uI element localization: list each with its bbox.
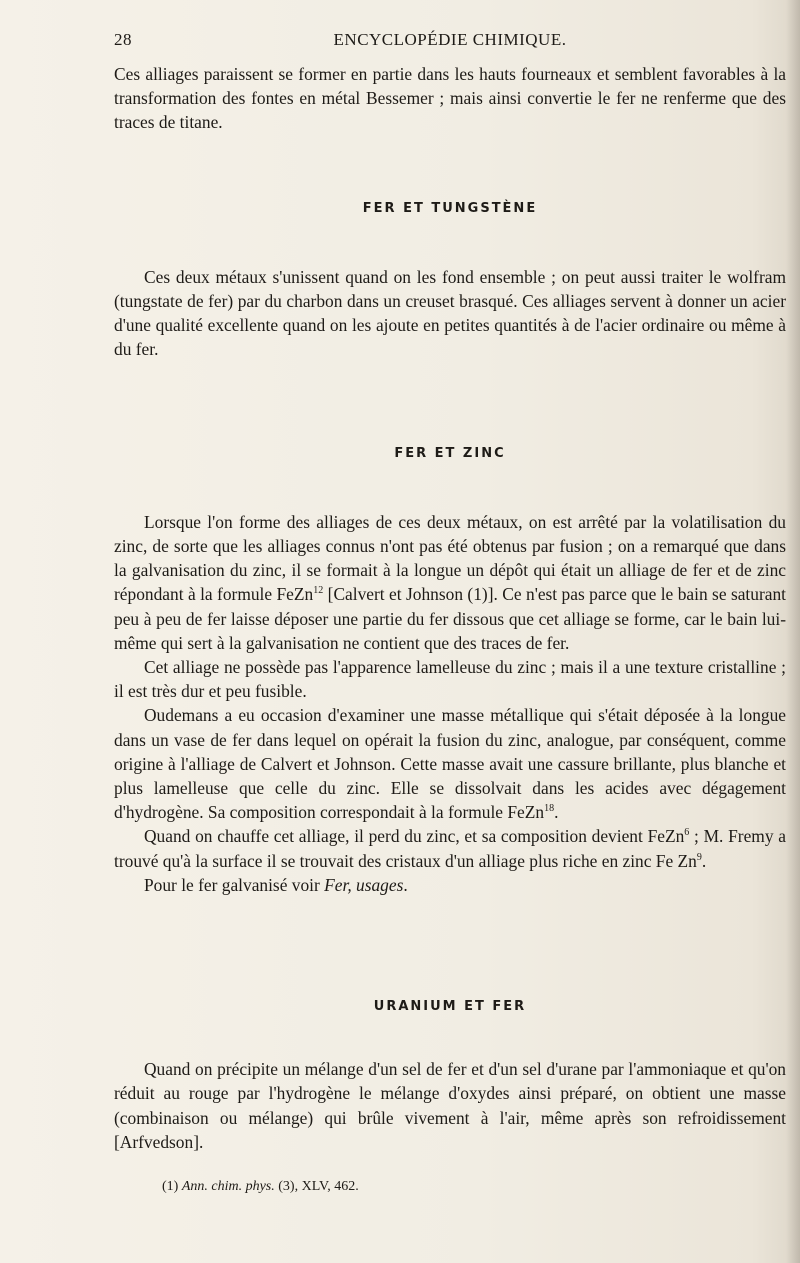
zinc-p3-text-b: . xyxy=(554,802,559,823)
page-edge-shadow xyxy=(786,0,800,1263)
zinc-paragraph-5 xyxy=(114,873,786,897)
footnote-journal: Ann. chim. phys. xyxy=(181,1179,275,1195)
uranium-paragraph: Quand on précipite un mélange d'un sel de fer et d'un sel d'urane par l'ammoniaque et qu'on réduit au rouge par l'hydrogène le mélange d'oxydes ainsi préparé, on obtient une masse (combinaison ou mélange) qui brûle vivement à l'air, même après son refroidissement [Arfvedson]. xyxy=(114,1059,786,1152)
zinc-paragraph-3 xyxy=(114,703,786,824)
zinc-p3-text-a: Oudemans a eu occasion d'examiner une masse métallique qui s'était déposée à la longue dans un vase de fer dans lequel on opérait la fusion du zinc, analogue, par conséquent, comme origine à l'alliage de Calvert et Johnson. Cette masse avait une cassure brillante, plus blanche et plus lamelleuse que celle du zinc. Elle se dissolvait dans les acides avec dégagement d'hydrogène. Sa composition correspondait à la formule FeZn xyxy=(114,705,786,823)
footnote xyxy=(114,1178,786,1196)
zinc-p5-text-b: . xyxy=(403,874,408,895)
zinc-paragraph-4 xyxy=(114,824,786,872)
tungstene-paragraph: Ces deux métaux s'unissent quand on les fond ensemble ; on peut aussi traiter le wolfram (tungstate de fer) par du charbon dans un creuset brasqué. Ces alliages servent à donner un acier d'une qualité excellente quand on les ajoute en petites quantités à de l'acier ordinaire ou même à du fer. xyxy=(114,266,786,360)
zinc-paragraph-2: Cet alliage ne possède pas l'apparence lamelleuse du zinc ; mais il a une texture cristalline ; il est très dur et peu fusible. xyxy=(114,657,786,702)
zinc-p4-text-a: Quand on chauffe cet alliage, il perd du zinc, et sa composition devient FeZn xyxy=(144,826,685,847)
section-title-fer-tungstene: FER ET TUNGSTÈNE xyxy=(362,200,538,216)
running-title: ENCYCLOPÉDIE CHIMIQUE. xyxy=(333,30,567,49)
page-number: 28 xyxy=(114,30,132,49)
zinc-p4-text-c: . xyxy=(701,850,707,871)
footnote-marker: (1) xyxy=(162,1179,182,1195)
zinc-p5-text-a: Pour le fer galvanisé voir xyxy=(144,874,325,895)
zinc-p4-sup-1: 6 xyxy=(684,827,690,839)
footnote-ref: (3), XLV, 462. xyxy=(274,1179,359,1195)
page-header xyxy=(114,30,786,58)
zinc-p5-italic-ref: Fer, usages xyxy=(324,874,404,895)
zinc-p4-text-b: ; M. Fremy a trouvé qu'à la surface il se trouvait des cristaux d'un alliage plus riche en zinc Fe Zn xyxy=(114,826,786,871)
section-title-uranium-fer: URANIUM ET FER xyxy=(373,999,527,1015)
zinc-p1-sup: 12 xyxy=(313,585,324,597)
zinc-p3-sup: 18 xyxy=(544,803,555,815)
zinc-paragraph-1 xyxy=(114,510,786,655)
section-title-fer-zinc: FER ET ZINC xyxy=(394,445,506,461)
intro-paragraph: Ces alliages paraissent se former en partie dans les hauts fourneaux et semblent favorables à la transformation des fontes en métal Bessemer ; mais ainsi convertie le fer ne renferme que des traces de titane. xyxy=(114,64,786,133)
zinc-p4-sup-2: 9 xyxy=(696,851,702,863)
zinc-p1-text-b: [Calvert et Johnson (1)]. Ce n'est pas parce que le bain se saturant peu à peu de fer laisse déposer une partie du fer dissous que cet alliage se forme, car le bain lui-même qui sert à la galvanisation ne contient que des traces de fer. xyxy=(114,584,786,653)
page-body xyxy=(114,62,786,1196)
zinc-p1-text-a: Lorsque l'on forme des alliages de ces deux métaux, on est arrêté par la volatilisation du zinc, de sorte que les alliages connus n'ont pas été obtenus par fusion ; on a remarqué que dans la galvanisation du zinc, il se formait à la longue un dépôt qui était un alliage de fer et de zinc répondant à la formule FeZn xyxy=(114,511,786,605)
